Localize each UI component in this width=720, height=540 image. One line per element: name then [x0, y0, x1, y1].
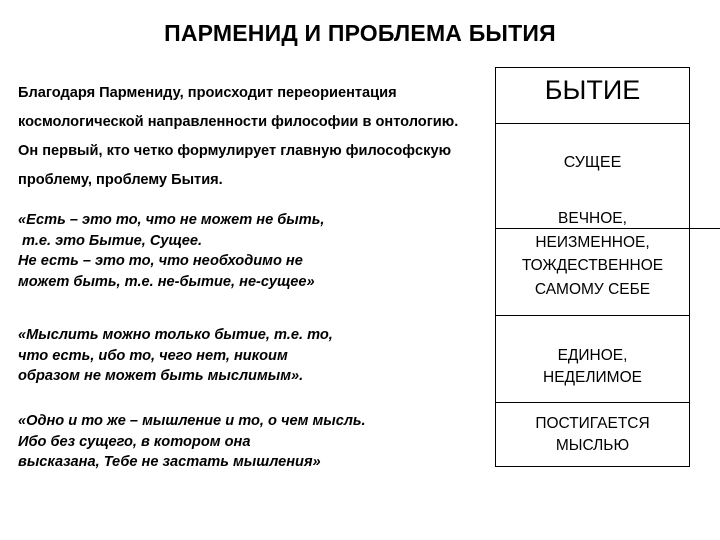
- quote-thinking-being: [18, 325, 488, 387]
- quote-line: «Мыслить можно только бытие, т.е. то,: [18, 327, 333, 343]
- attribute-line: ЕДИНОЕ,: [557, 347, 628, 364]
- intro-line: Благодаря Пармениду, происходит переориентация: [18, 85, 397, 101]
- existent-label: СУЩЕЕ: [563, 154, 622, 171]
- column-divider: [495, 402, 690, 403]
- quote-line: Ибо без сущего, в котором она: [18, 433, 251, 450]
- quote-line: «Есть – это то, что не может не быть,: [18, 212, 325, 228]
- page-title: ПАРМЕНИД И ПРОБЛЕМА БЫТИЯ: [164, 20, 556, 46]
- quote-being-not-being: [18, 210, 488, 292]
- quote-line: «Одно и то же – мышление и то, о чем мысль.: [18, 413, 366, 429]
- attribute-line: САМОМУ СЕБЕ: [534, 280, 651, 298]
- attribute-line: НЕИЗМЕННОЕ,: [535, 233, 650, 251]
- quote-line: может быть, т.е. не-бытие, не-сущее»: [18, 273, 315, 290]
- thought-attributes: [495, 413, 690, 457]
- intro-line: Он первый, кто четко формулирует главную философскую: [18, 143, 452, 159]
- column-divider: [495, 123, 690, 124]
- column-divider: [495, 315, 690, 316]
- quote-line: высказана, Тебе не застать мышления»: [18, 454, 321, 470]
- attribute-line: МЫСЛЬЮ: [555, 437, 630, 454]
- attribute-line: НЕДЕЛИМОЕ: [543, 369, 642, 386]
- intro-line: космологической направленности философии в онтологию.: [18, 114, 459, 130]
- being-header: БЫТИЕ: [544, 75, 641, 105]
- quote-line: что есть, ибо то, чего нет, никоим: [18, 347, 288, 364]
- quote-line: образом не может быть мыслимым».: [18, 368, 304, 384]
- quote-thinking-identity: [18, 411, 488, 473]
- attribute-line: ПОСТИГАЕТСЯ: [535, 415, 650, 432]
- one-attributes: [495, 345, 690, 389]
- quote-line: Не есть – это то, что необходимо не: [18, 253, 303, 269]
- eternal-attributes: [495, 207, 690, 301]
- quote-line: т.е. это Бытие, Сущее.: [18, 232, 203, 249]
- attribute-line: ВЕЧНОЕ,: [558, 210, 627, 227]
- intro-line: проблему, проблему Бытия.: [18, 172, 223, 188]
- attribute-line: ТОЖДЕСТВЕННОЕ: [521, 257, 664, 274]
- intro-paragraph: [18, 79, 490, 195]
